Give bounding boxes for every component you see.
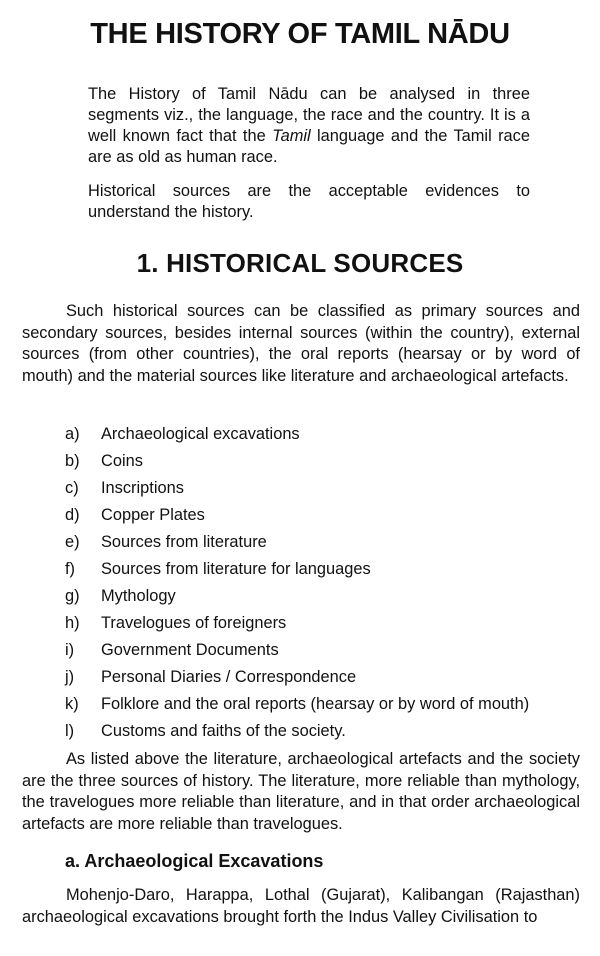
intro-text-start: The History of Tamil Nādu can be analysed in three segments viz., the language, the race and the country. It is a well known fact that the — [88, 85, 530, 145]
subsection-heading: a. Archaeological Excavations — [65, 851, 324, 871]
list-item — [65, 448, 529, 475]
intro-paragraph-2: Historical sources are the acceptable evidences to understand the history. — [88, 182, 530, 221]
intro-text-end: language and the Tamil race are as old as human race. — [88, 127, 530, 166]
list-item — [65, 475, 529, 502]
list-item-text: Inscriptions — [101, 479, 184, 497]
section-paragraph: Such historical sources can be classified as primary sources and secondary sources, besides internal sources (within the country), external sources (from other countries), the oral reports (hearsay or by word of mouth) and the material sources like literature and archaeological artefacts. — [22, 302, 580, 385]
list-item-letter: b) — [65, 452, 80, 470]
list-item-letter: k) — [65, 695, 79, 713]
list-item — [65, 583, 529, 610]
list-item-letter: i) — [65, 641, 75, 659]
list-item-letter: e) — [65, 533, 80, 551]
list-item-letter: g) — [65, 587, 80, 605]
list-item — [65, 637, 529, 664]
list-item — [65, 691, 529, 718]
list-item — [65, 556, 529, 583]
list-item — [65, 664, 529, 691]
list-item-text: Copper Plates — [101, 506, 205, 524]
sources-list — [65, 421, 529, 745]
list-item-letter: l) — [65, 722, 75, 740]
list-item — [65, 610, 529, 637]
page-title: THE HISTORY OF TAMIL NĀDU — [90, 18, 510, 50]
summary-paragraph: As listed above the literature, archaeological artefacts and the society are the three sources of history. The literature, more reliable than mythology, the travelogues more reliable than literature, and in that order archaeological artefacts are more reliable than travelogues. — [22, 750, 580, 833]
list-item — [65, 718, 529, 745]
list-item — [65, 502, 529, 529]
list-item — [65, 529, 529, 556]
list-item-text: Sources from literature — [101, 533, 267, 551]
list-item-letter: c) — [65, 479, 79, 497]
list-item-text: Government Documents — [101, 641, 279, 659]
list-item-text: Travelogues of foreigners — [101, 614, 287, 632]
list-item-letter: j) — [65, 668, 75, 686]
list-item-text: Mythology — [101, 587, 176, 605]
list-item-letter: f) — [65, 560, 76, 578]
intro-paragraph-1 — [88, 84, 530, 168]
list-item-letter: h) — [65, 614, 80, 632]
list-item-text: Folklore and the oral reports (hearsay or by word of mouth) — [101, 695, 530, 713]
list-item — [65, 421, 529, 448]
section-heading: 1. HISTORICAL SOURCES — [136, 248, 464, 278]
list-item-letter: a) — [65, 425, 80, 443]
list-item-letter: d) — [65, 506, 80, 524]
list-item-text: Personal Diaries / Correspondence — [101, 668, 357, 686]
list-item-text: Customs and faiths of the society. — [101, 722, 346, 740]
subsection-paragraph: Mohenjo-Daro, Harappa, Lothal (Gujarat), Kalibangan (Rajasthan) archaeological excavations brought forth the Indus Valley Civilisation to — [22, 886, 580, 926]
list-item-text: Coins — [101, 452, 143, 470]
list-item-text: Archaeological excavations — [101, 425, 300, 443]
list-item-text: Sources from literature for languages — [101, 560, 371, 578]
intro-italic-word: Tamil — [272, 127, 311, 145]
